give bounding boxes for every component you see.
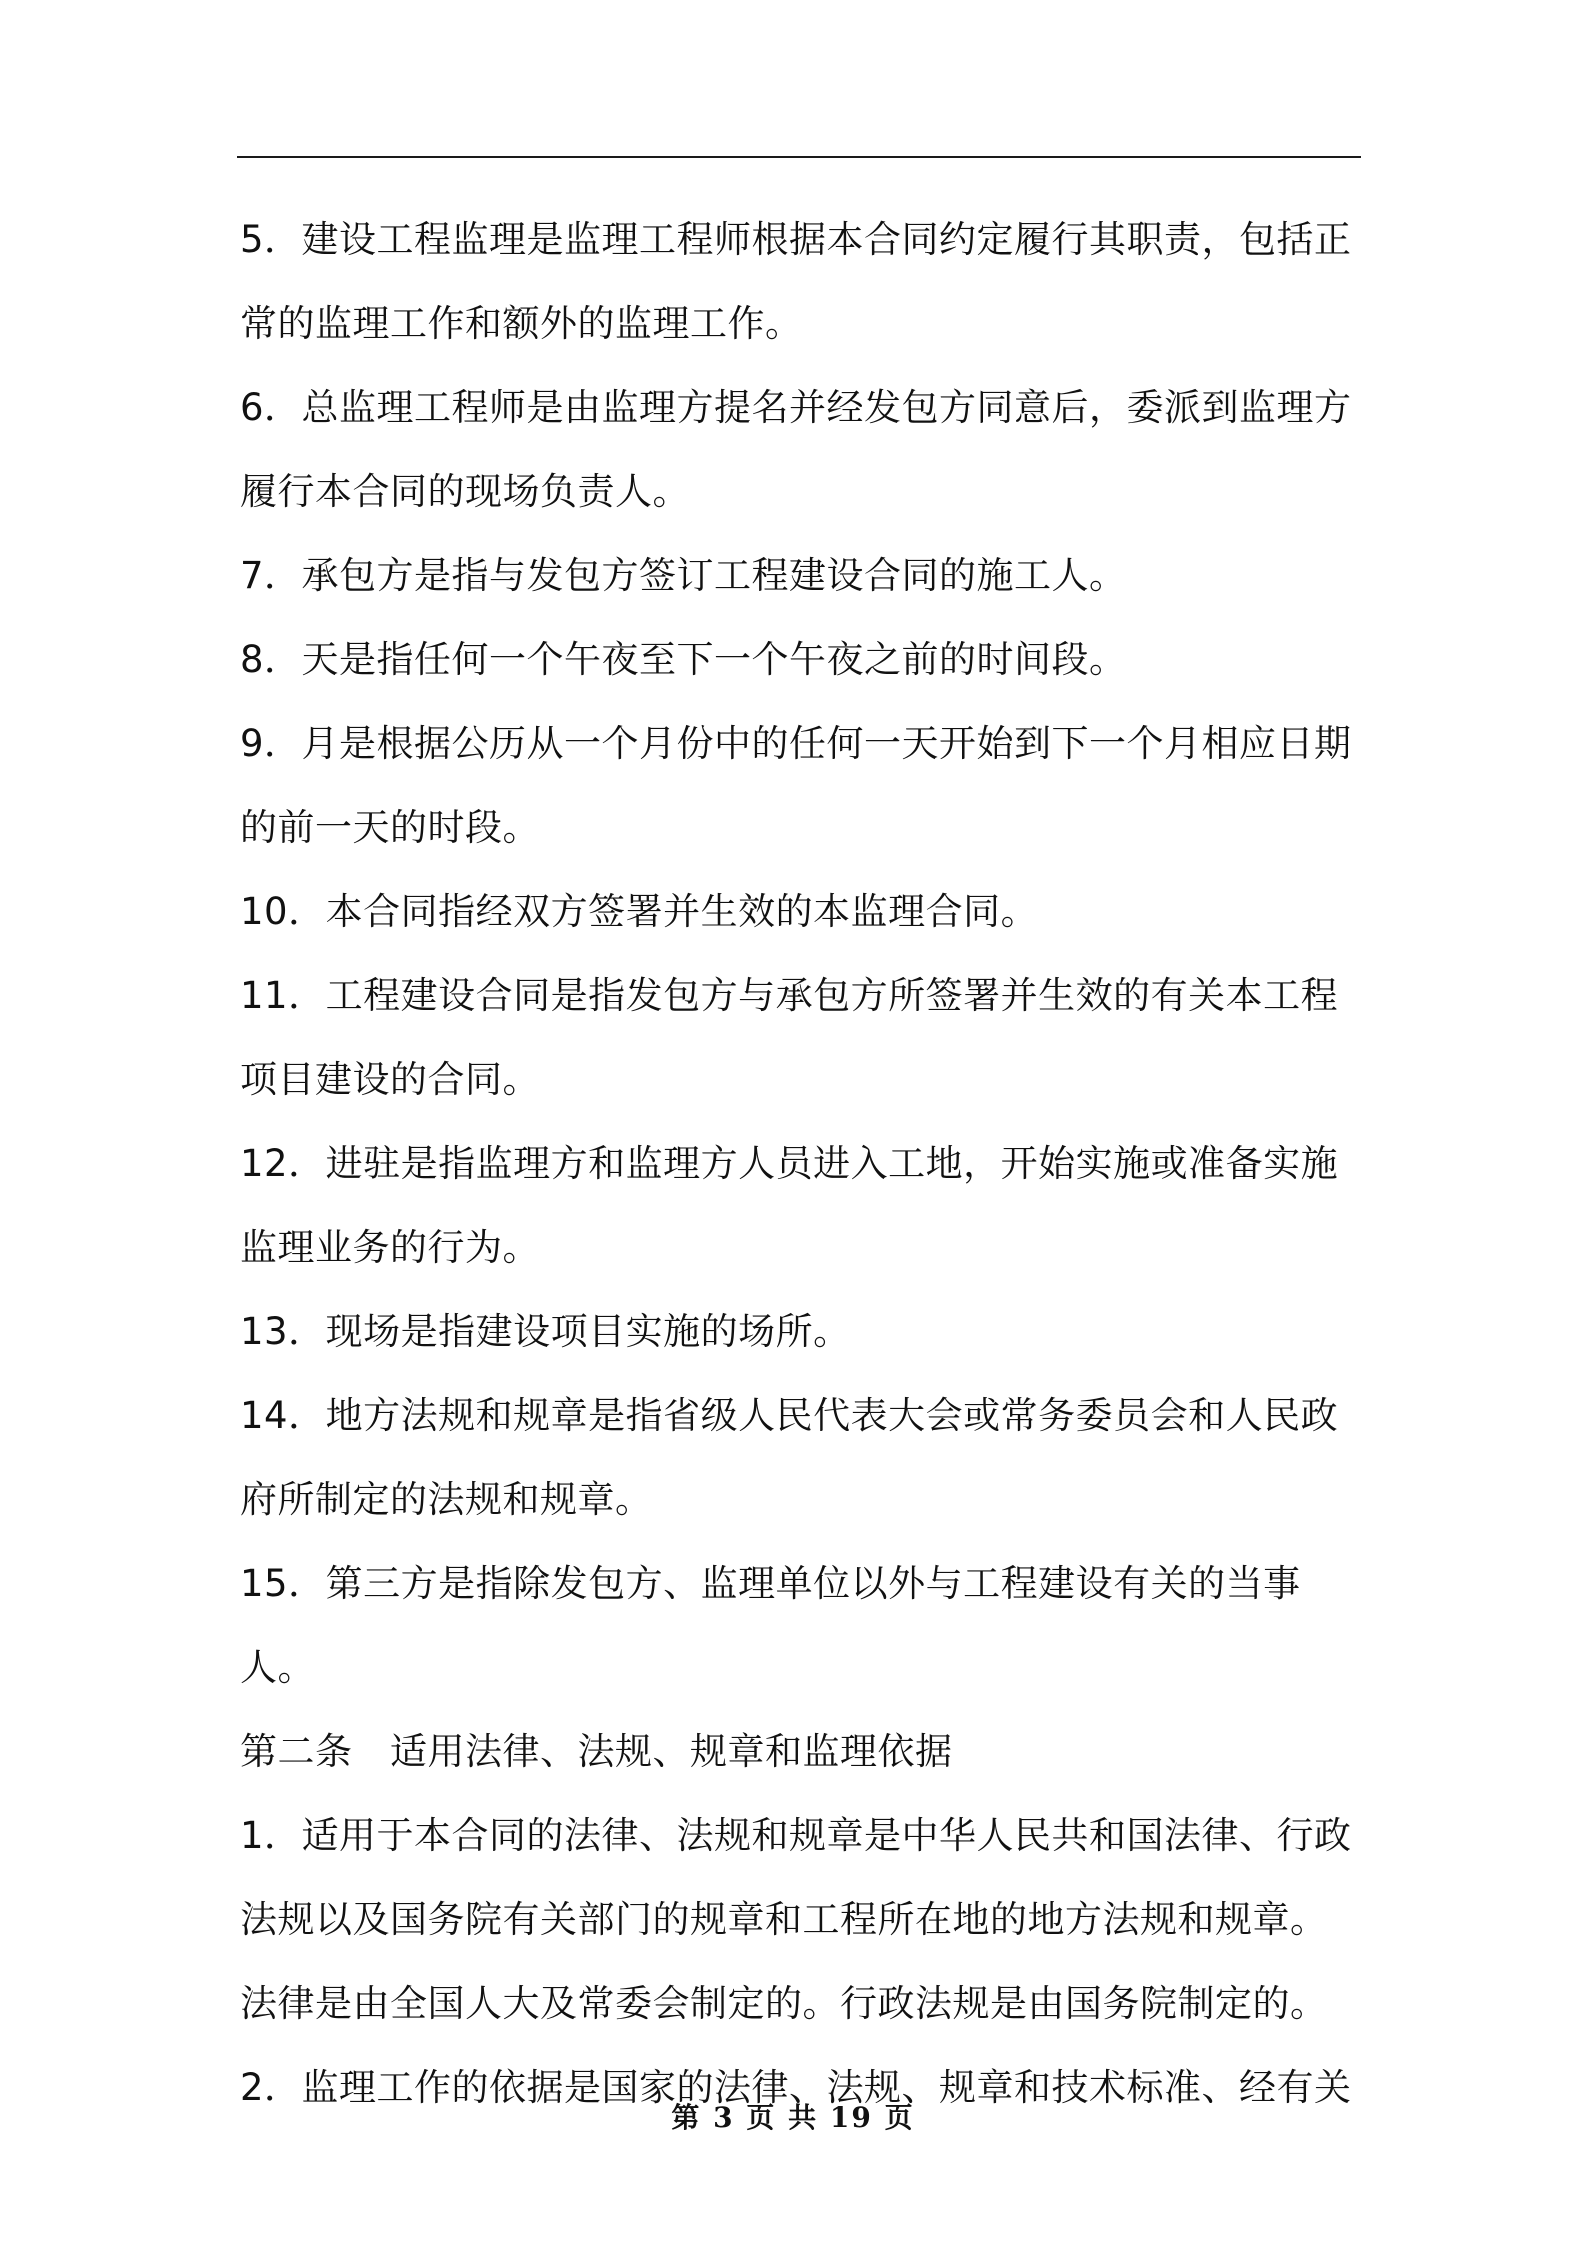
clause-6: 6．总监理工程师是由监理方提名并经发包方同意后，委派到监理方履行本合同的现场负责人。 [240,386,1352,513]
clause-7: 7．承包方是指与发包方签订工程建设合同的施工人。 [240,554,1127,597]
document-body [240,198,1364,2130]
page-number-footer: 第 3 页 共 19 页 [671,2101,915,2134]
clause-13: 13．现场是指建设项目实施的场所。 [240,1310,851,1353]
article-2-clause-2: 2．监理工作的依据是国家的法律、法规、规章和技术标准、经有关 [240,2066,1352,2109]
clause-15: 15．第三方是指除发包方、监理单位以外与工程建设有关的当事人。 [240,1562,1301,1689]
article-2-clause-1: 1．适用于本合同的法律、法规和规章是中华人民共和国法律、行政法规以及国务院有关部门的规章和工程所在地的地方法规和规章。法律是由全国人大及常委会制定的。行政法规是由国务院制定的。 [240,1814,1352,2025]
clause-10: 10．本合同指经双方签署并生效的本监理合同。 [240,890,1039,933]
header-rule [237,156,1361,158]
clause-5: 5．建设工程监理是监理工程师根据本合同约定履行其职责，包括正常的监理工作和额外的监理工作。 [240,218,1352,345]
clause-8: 8．天是指任何一个午夜至下一个午夜之前的时间段。 [240,638,1127,681]
clause-12: 12．进驻是指监理方和监理方人员进入工地，开始实施或准备实施监理业务的行为。 [240,1142,1339,1269]
clause-14: 14．地方法规和规章是指省级人民代表大会或常务委员会和人民政府所制定的法规和规章。 [240,1394,1339,1521]
article-2-heading: 第二条 适用法律、法规、规章和监理依据 [240,1730,953,1773]
clause-11: 11．工程建设合同是指发包方与承包方所签署并生效的有关本工程项目建设的合同。 [240,974,1339,1101]
clause-9: 9．月是根据公历从一个月份中的任何一天开始到下一个月相应日期的前一天的时段。 [240,722,1352,849]
